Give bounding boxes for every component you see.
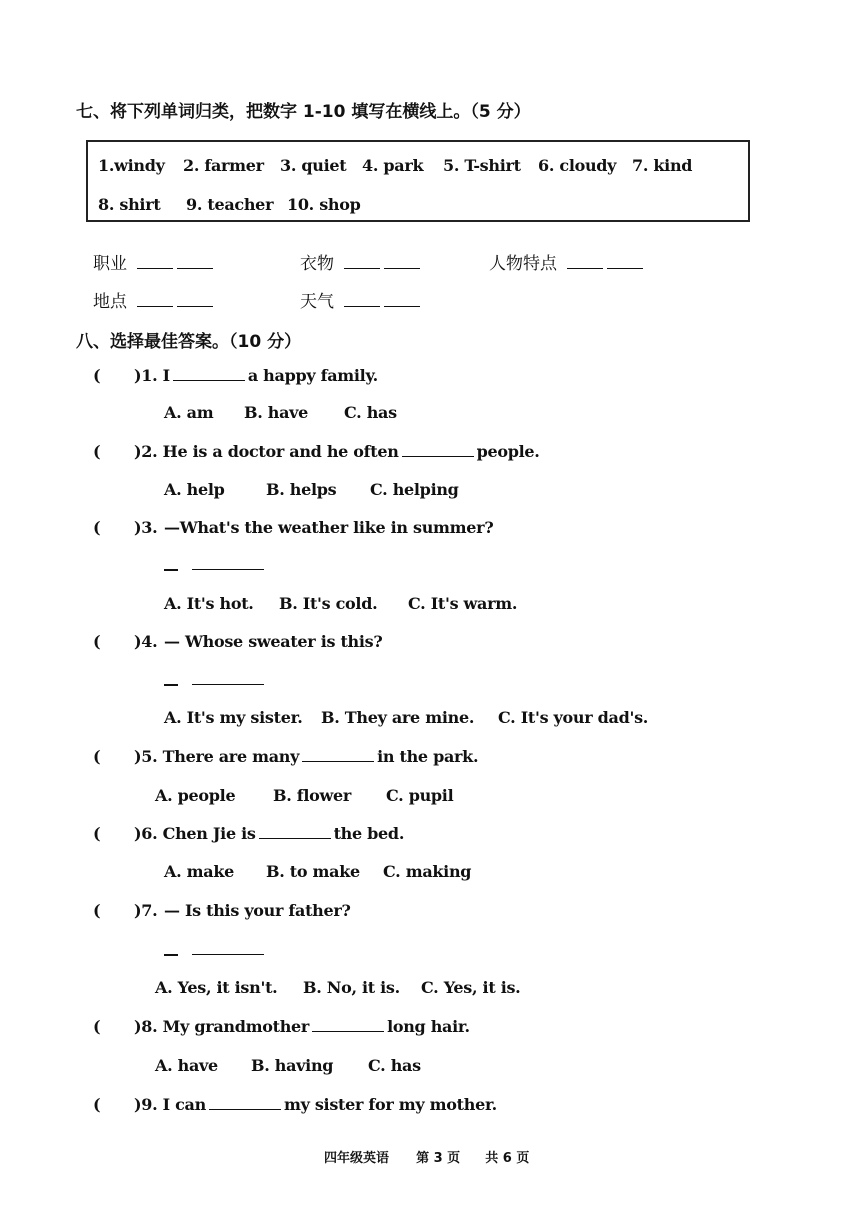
answer-blank[interactable] <box>344 292 424 312</box>
footer-total: 共 6 页 <box>485 1151 530 1166</box>
q7-option-a: A. Yes, it isn't. <box>155 978 278 997</box>
q8-option-c: C. has <box>368 1056 421 1075</box>
q4-option-a: A. It's my sister. <box>164 708 303 727</box>
q2-option-c: C. helping <box>370 480 459 499</box>
q8-option-b: B. having <box>251 1056 334 1075</box>
q3-option-b: B. It's cold. <box>279 594 378 613</box>
q2-option-a: A. help <box>164 480 225 499</box>
q6-option-c: C. making <box>383 862 472 881</box>
q8-stem: )8. My grandmother long hair. <box>134 1017 470 1036</box>
q5-option-c: C. pupil <box>386 786 454 805</box>
q7-option-c: C. Yes, it is. <box>421 978 521 997</box>
q9-blank <box>209 1095 281 1110</box>
q4-question: — Whose sweater is this? <box>164 632 383 651</box>
word-1: 1.windy <box>98 156 165 175</box>
q5-stem: )5. There are many in the park. <box>134 747 479 766</box>
section7-title: 七、将下列单词归类，把数字 1-10 填写在横线上。（5 分） <box>76 102 531 122</box>
q5-option-a: A. people <box>155 786 236 805</box>
q4-option-c: C. It's your dad's. <box>498 708 649 727</box>
q6-blank <box>259 824 331 839</box>
q8-paren[interactable]: ( <box>93 1017 101 1036</box>
q3-question: —What's the weather like in summer? <box>164 518 494 537</box>
q7-answer-line <box>164 940 264 959</box>
category-place: 地点 <box>93 287 217 312</box>
answer-blank[interactable] <box>567 254 647 274</box>
q6-stem: )6. Chen Jie is the bed. <box>134 824 405 843</box>
section8-title: 八、选择最佳答案。（10 分） <box>76 332 302 352</box>
word-3: 3. quiet <box>280 156 347 175</box>
word-2: 2. farmer <box>183 156 264 175</box>
q2-stem: )2. He is a doctor and he often people. <box>134 442 540 461</box>
q1-paren[interactable]: ( <box>93 366 101 385</box>
footer <box>324 1147 529 1166</box>
q7-paren[interactable]: ( <box>93 901 101 920</box>
word-8: 8. shirt <box>98 195 161 214</box>
word-7: 7. kind <box>632 156 693 175</box>
q6-option-a: A. make <box>164 862 235 881</box>
category-weather: 天气 <box>300 287 424 312</box>
q8-option-a: A. have <box>155 1056 218 1075</box>
category-clothes: 衣物 <box>300 249 424 274</box>
word-4: 4. park <box>362 156 424 175</box>
word-5: 5. T-shirt <box>443 156 521 175</box>
q5-paren[interactable]: ( <box>93 747 101 766</box>
q1-stem: )1. I a happy family. <box>134 366 378 385</box>
answer-blank[interactable] <box>344 254 424 274</box>
q4-paren[interactable]: ( <box>93 632 101 651</box>
q3-num: )3. <box>134 518 158 537</box>
answer-blank[interactable] <box>137 292 217 312</box>
footer-page: 第 3 页 <box>416 1151 461 1166</box>
q4-option-b: B. They are mine. <box>321 708 475 727</box>
q7-option-b: B. No, it is. <box>303 978 400 997</box>
q4-answer-line <box>164 670 264 689</box>
category-traits: 人物特点 <box>489 249 647 274</box>
q3-paren[interactable]: ( <box>93 518 101 537</box>
q2-paren[interactable]: ( <box>93 442 101 461</box>
q6-paren[interactable]: ( <box>93 824 101 843</box>
q3-option-c: C. It's warm. <box>408 594 518 613</box>
q7-num: )7. <box>134 901 158 920</box>
q6-option-b: B. to make <box>266 862 360 881</box>
answer-blank[interactable] <box>137 254 217 274</box>
q1-option-b: B. have <box>244 403 309 422</box>
q3-option-a: A. It's hot. <box>164 594 254 613</box>
q7-question: — Is this your father? <box>164 901 351 920</box>
footer-grade: 四年级英语 <box>324 1151 390 1166</box>
q9-stem: )9. I can my sister for my mother. <box>134 1095 497 1114</box>
category-occupation: 职业 <box>93 249 217 274</box>
q1-blank <box>173 366 245 381</box>
q5-option-b: B. flower <box>273 786 351 805</box>
word-9: 9. teacher <box>186 195 274 214</box>
q8-blank <box>312 1017 384 1032</box>
q1-option-c: C. has <box>344 403 397 422</box>
word-6: 6. cloudy <box>538 156 617 175</box>
q3-answer-line <box>164 555 264 574</box>
q9-paren[interactable]: ( <box>93 1095 101 1114</box>
q2-option-b: B. helps <box>266 480 337 499</box>
word-10: 10. shop <box>287 195 361 214</box>
q2-blank <box>402 442 474 457</box>
q1-option-a: A. am <box>164 403 214 422</box>
q4-num: )4. <box>134 632 158 651</box>
q5-blank <box>302 747 374 762</box>
